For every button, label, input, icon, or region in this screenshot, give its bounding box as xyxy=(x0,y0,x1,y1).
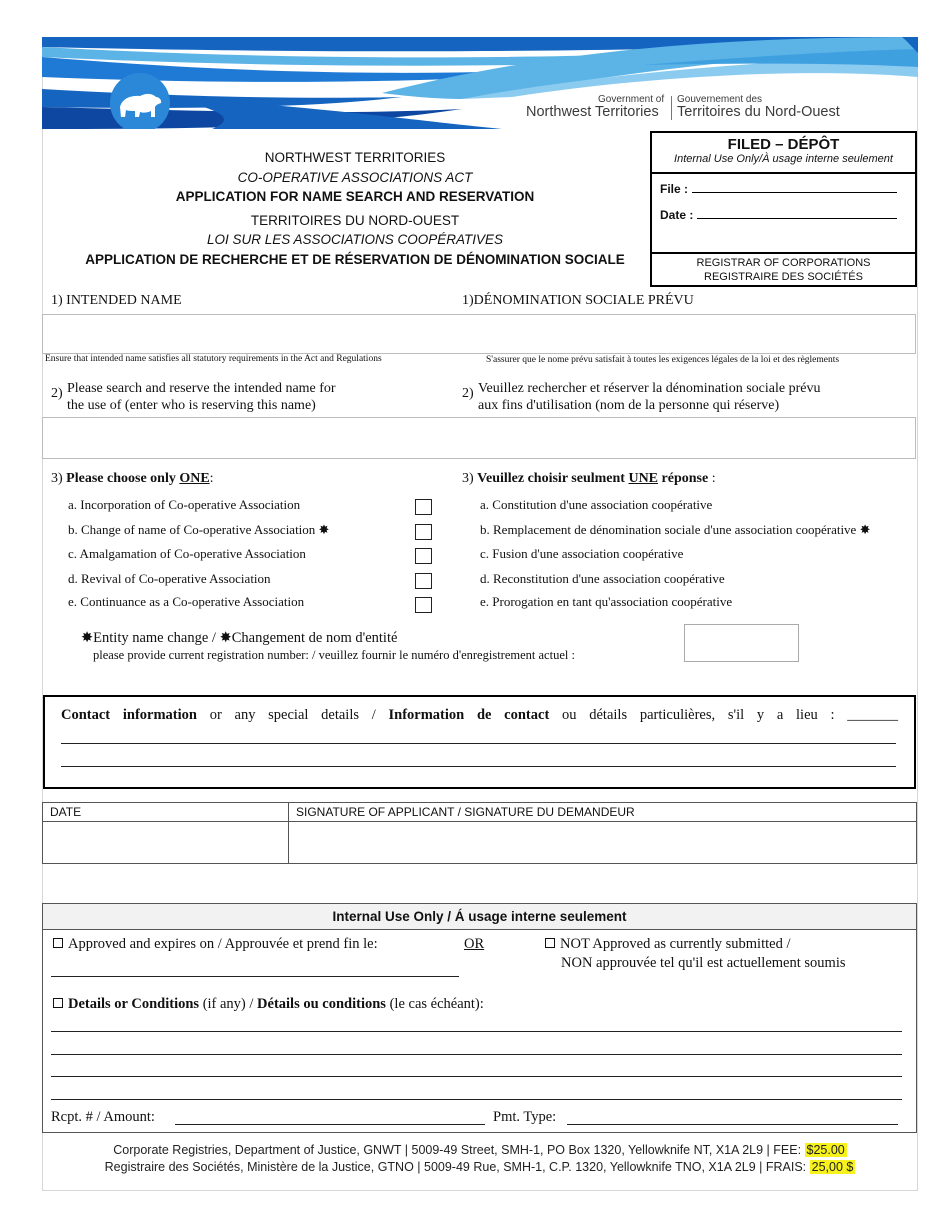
option-d-label-fr: d. Reconstitution d'une association coopérative xyxy=(480,571,725,586)
contact-information-box[interactable] xyxy=(43,695,916,789)
reserving-party-input[interactable] xyxy=(42,417,916,459)
option-d-label-en: d. Revival of Co-operative Association xyxy=(68,571,271,586)
filed-header xyxy=(652,133,915,174)
choose-prefix-en: 3) xyxy=(51,471,67,486)
not-approved-checkbox[interactable] xyxy=(545,938,555,948)
date-underline xyxy=(697,208,897,219)
contact-line-1 xyxy=(61,743,896,744)
file-field[interactable] xyxy=(660,182,897,196)
contact-bold-en: Contact information xyxy=(61,707,197,723)
choose-suffix-en: : xyxy=(209,471,214,486)
option-a-checkbox[interactable] xyxy=(415,499,432,515)
option-a-label-fr: a. Constitution d'une association coopérative xyxy=(480,497,713,512)
option-c-checkbox[interactable] xyxy=(415,548,432,564)
entity-name-change-label: ✸Entity name change / ✸Changement de nom d'entité xyxy=(81,630,398,646)
signature-cell[interactable] xyxy=(289,823,916,863)
approved-option[interactable] xyxy=(53,936,378,953)
details-line-3[interactable] xyxy=(51,1076,902,1077)
reserve-for-label-fr xyxy=(478,380,820,414)
intended-name-note-fr: S'assurer que le nome prévu satisfait à toutes les exigences légales de la loi et des règlements xyxy=(486,355,840,365)
option-e-label-fr: e. Prorogation en tant qu'association coopérative xyxy=(480,594,733,609)
option-a-label-en: a. Incorporation of Co-operative Association xyxy=(68,497,301,512)
details-checkbox[interactable] xyxy=(53,998,63,1008)
details-conditions-label xyxy=(53,996,484,1013)
title-fr-1: TERRITOIRES DU NORD-OUEST xyxy=(250,212,460,228)
approved-label: Approved and expires on / Approuvée et prend fin le: xyxy=(68,936,378,952)
gov-en-small: Government of xyxy=(598,94,665,105)
payment-type-line[interactable] xyxy=(567,1124,898,1125)
contact-bold-fr: Information de contact xyxy=(388,707,550,723)
reserve-for-en-1: Please search and reserve the intended name for xyxy=(67,381,336,396)
contact-mid-1: or any special details / xyxy=(196,707,389,723)
option-b-label-en: b. Change of name of Co-operative Association ✸ xyxy=(68,522,330,537)
intended-name-label-fr: 1)DÉNOMINATION SOCIALE PRÉVU xyxy=(462,293,694,308)
reserve-for-fr-2: aux fins d'utilisation (nom de la personne qui réserve) xyxy=(478,398,780,413)
title-en-2: CO-OPERATIVE ASSOCIATIONS ACT xyxy=(237,169,473,185)
choose-prefix-fr: 3) xyxy=(462,471,478,486)
polar-bear-icon xyxy=(110,73,170,129)
title-fr-3: APPLICATION DE RECHERCHE ET DE RÉSERVATION DE DÉNOMINATION SOCIALE xyxy=(85,251,625,267)
reserve-for-en-2: the use of (enter who is reserving this name) xyxy=(67,398,316,413)
reserve-for-label-en xyxy=(67,380,336,414)
expiry-date-line[interactable] xyxy=(51,976,459,977)
logo-divider xyxy=(671,96,672,120)
date-cell[interactable] xyxy=(43,823,288,863)
registrar xyxy=(652,252,915,285)
option-e-checkbox[interactable] xyxy=(415,597,432,613)
filed-title: FILED – DÉPÔT xyxy=(727,136,840,153)
reserve-for-fr-1: Veuillez rechercher et réserver la dénomination sociale prévu xyxy=(478,381,821,396)
footer-line-en xyxy=(42,1142,918,1159)
registrar-en: REGISTRAR OF CORPORATIONS xyxy=(696,257,871,269)
contact-tail-line: _______ xyxy=(847,707,898,723)
fee-en: $25.00 xyxy=(806,1143,845,1157)
gov-en-big: Northwest Territories xyxy=(526,104,659,120)
file-underline xyxy=(692,182,897,193)
footer-address-en: Corporate Registries, Department of Justice, GNWT | 5009-49 Street, SMH-1, PO Box 1320, Yellowknife NT, X1A 2L9 | FEE: xyxy=(113,1143,805,1157)
option-d-checkbox[interactable] xyxy=(415,573,432,589)
registrar-fr: REGISTRAIRE DES SOCIÉTÉS xyxy=(704,271,863,283)
receipt-amount-line[interactable] xyxy=(175,1124,485,1125)
receipt-amount-label: Rcpt. # / Amount: xyxy=(51,1109,155,1125)
date-field[interactable] xyxy=(660,208,897,222)
choose-bold-en: Please choose only xyxy=(66,471,180,486)
fee-fr: 25,00 $ xyxy=(811,1160,854,1174)
date-label: Date : xyxy=(660,208,694,222)
option-b-checkbox[interactable] xyxy=(415,524,432,540)
choose-suffix-fr: : xyxy=(708,471,716,486)
not-approved-label-1: NOT Approved as currently submitted / xyxy=(560,936,791,952)
option-e-label-en: e. Continuance as a Co-operative Association xyxy=(68,594,305,609)
filed-subtitle: Internal Use Only/À usage interne seulement xyxy=(674,153,893,165)
details-line-1[interactable] xyxy=(51,1031,902,1032)
gov-fr-small: Gouvernement des xyxy=(677,94,763,105)
approved-checkbox[interactable] xyxy=(53,938,63,948)
choose-one-label-en xyxy=(51,471,214,487)
choose-one-label-fr xyxy=(462,471,716,487)
details-mid-2: (le cas échéant): xyxy=(385,996,484,1012)
emblem xyxy=(110,73,170,129)
signature-column-header: SIGNATURE OF APPLICANT / SIGNATURE DU DEMANDEUR xyxy=(296,805,635,819)
details-bold-en: Details or Conditions xyxy=(68,996,200,1012)
internal-use-header: Internal Use Only / Á usage interne seulement xyxy=(43,904,916,930)
intended-name-input[interactable] xyxy=(42,314,916,354)
choose-bold-fr-2: réponse xyxy=(658,471,709,486)
or-label: OR xyxy=(464,936,485,952)
gov-fr-big: Territoires du Nord-Ouest xyxy=(677,104,840,120)
section2-number-en: 2) xyxy=(51,386,63,401)
payment-type-label: Pmt. Type: xyxy=(493,1109,557,1125)
registration-number-label: please provide current registration number: / veuillez fournir le numéro d'enregistrement actuel : xyxy=(93,648,575,662)
contact-information-label xyxy=(61,707,898,724)
choose-une-word: UNE xyxy=(628,471,659,486)
footer-line-fr xyxy=(42,1159,918,1176)
date-column-header: DATE xyxy=(50,805,82,819)
registration-number-input[interactable] xyxy=(684,624,799,662)
filed-box xyxy=(650,131,917,287)
details-line-4[interactable] xyxy=(51,1099,902,1100)
option-c-label-en: c. Amalgamation of Co-operative Association xyxy=(68,546,306,561)
not-approved-label-2: NON approuvée tel qu'il est actuellement soumis xyxy=(561,955,846,971)
footer-address-fr: Registraire des Sociétés, Ministère de la Justice, GTNO | 5009-49 Rue, SMH-1, C.P. 1320, Yellowknife TNO, X1A 2L9 | FRAIS: xyxy=(104,1160,810,1174)
title-en-3: APPLICATION FOR NAME SEARCH AND RESERVATION xyxy=(175,189,535,204)
details-mid-1: (if any) / xyxy=(199,996,258,1012)
option-b-label-fr: b. Remplacement de dénomination sociale d'une association coopérative ✸ xyxy=(480,522,871,537)
section2-number-fr: 2) xyxy=(462,386,474,401)
intended-name-label-en: 1) INTENDED NAME xyxy=(51,293,182,308)
title-fr-2: LOI SUR LES ASSOCIATIONS COOPÉRATIVES xyxy=(206,232,504,247)
choose-one-word: ONE xyxy=(179,471,210,486)
contact-line-2 xyxy=(61,766,896,767)
file-label: File : xyxy=(660,182,689,196)
details-line-2[interactable] xyxy=(51,1054,902,1055)
intended-name-note-en: Ensure that intended name satisfies all statutory requirements in the Act and Regulations xyxy=(45,354,382,364)
footer xyxy=(42,1142,918,1176)
details-bold-fr: Détails ou conditions xyxy=(257,996,386,1012)
title-en-1: NORTHWEST TERRITORIES xyxy=(264,150,446,165)
option-c-label-fr: c. Fusion d'une association coopérative xyxy=(480,546,684,561)
government-logo xyxy=(526,94,856,124)
form-title xyxy=(60,148,650,269)
contact-mid-2: ou détails particulières, s'il y a lieu : xyxy=(549,707,848,723)
not-approved-option[interactable] xyxy=(545,936,791,953)
choose-bold-fr: Veuillez choisir seulment xyxy=(477,471,629,486)
signature-table xyxy=(42,802,917,864)
